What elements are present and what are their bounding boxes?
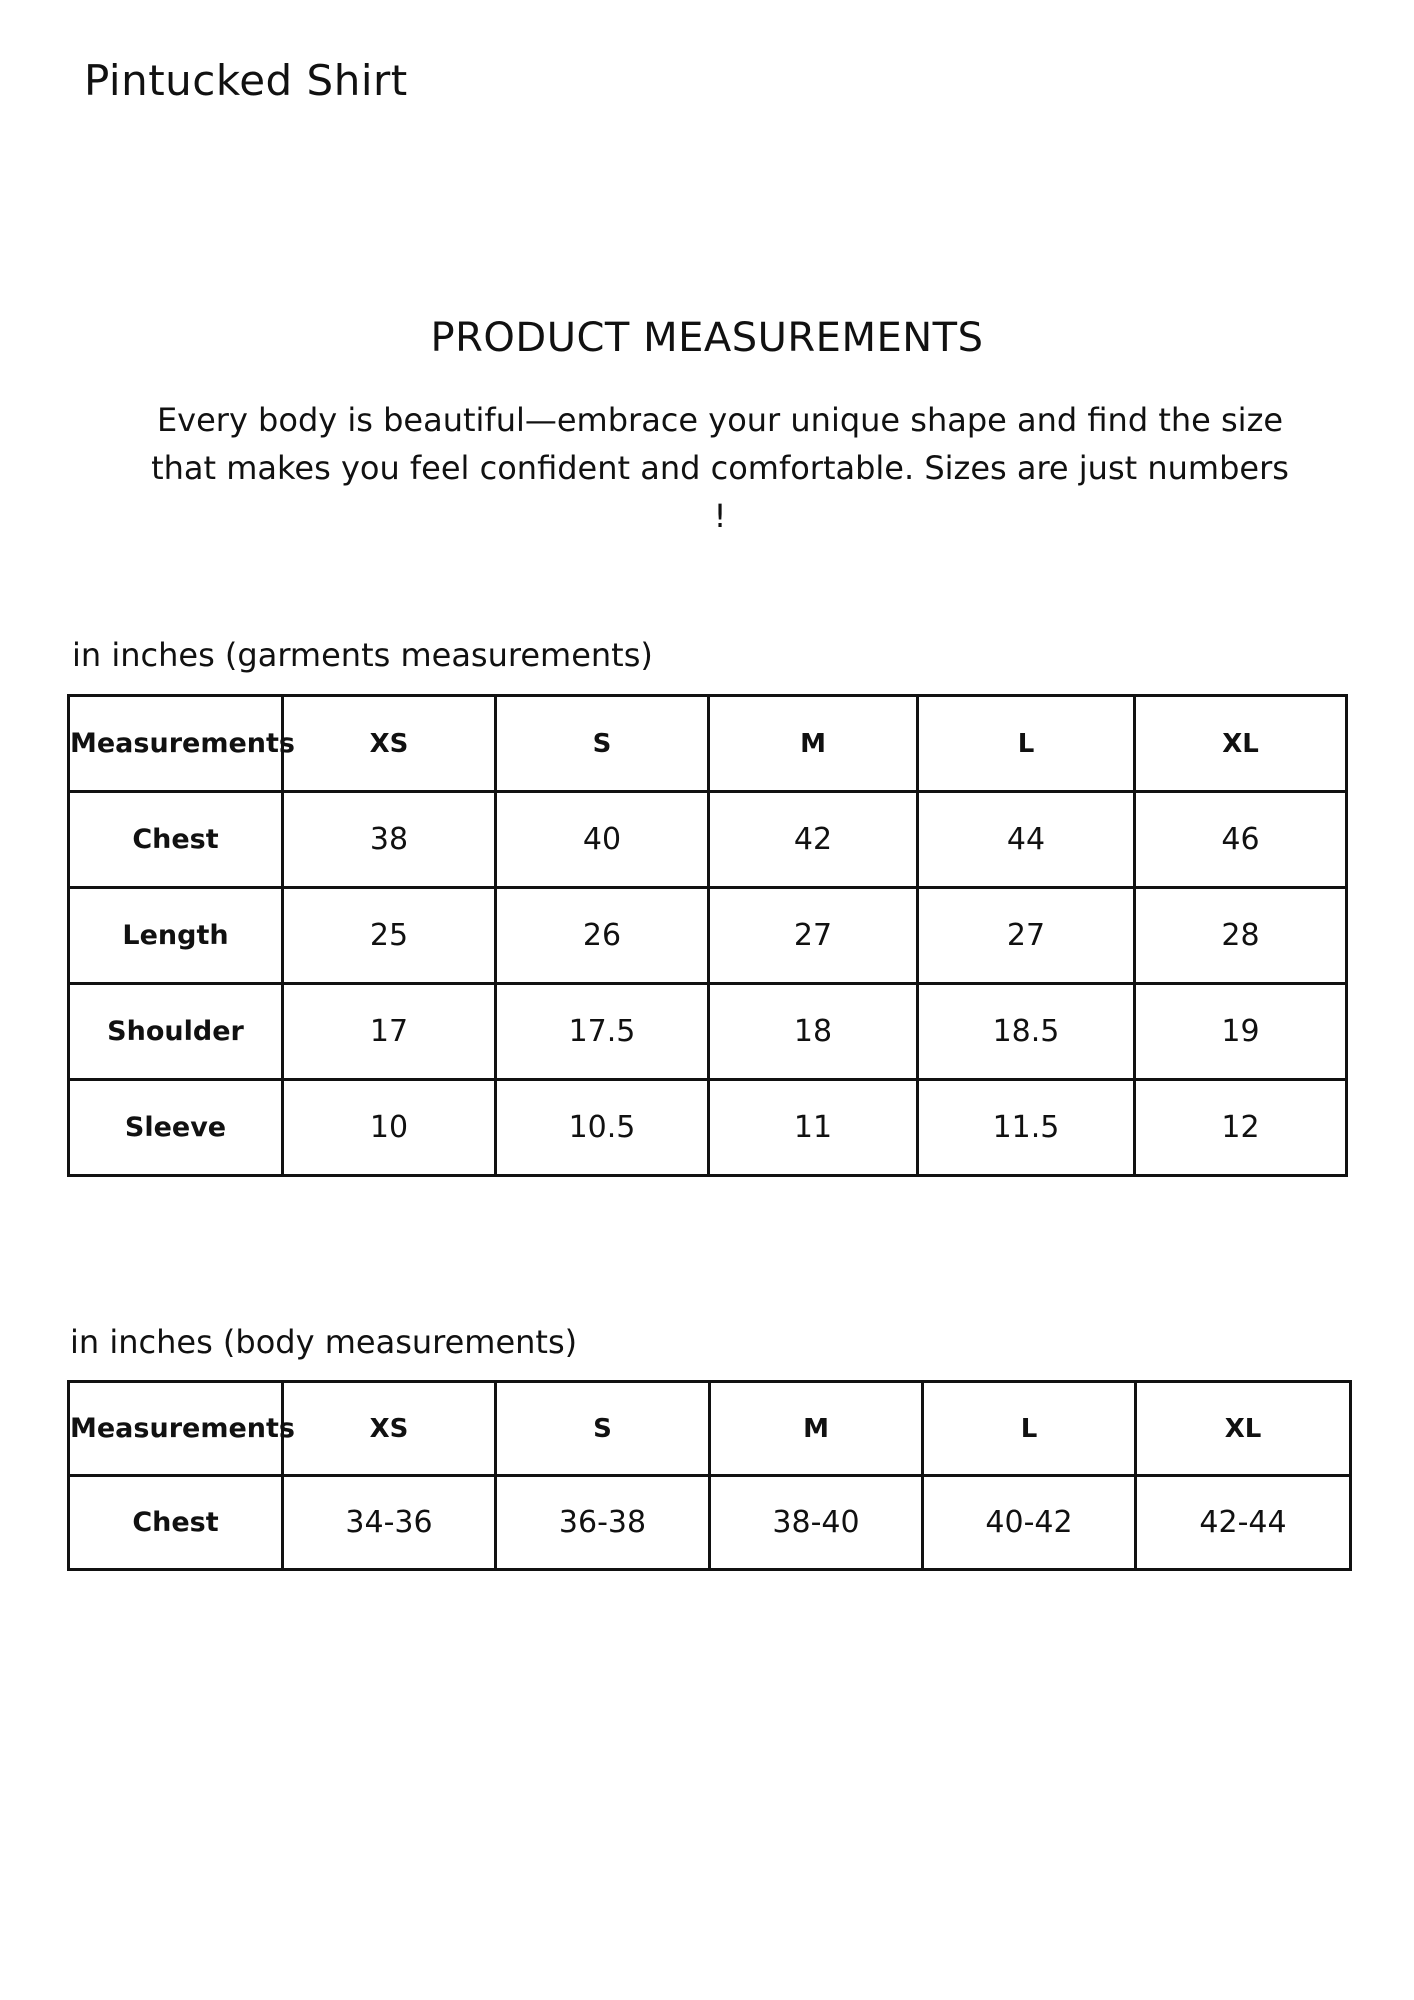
table-header-row — [69, 696, 1347, 792]
table-row — [69, 792, 1347, 888]
table-header-row — [69, 1382, 1351, 1476]
garment-table-caption: in inches (garments measurements) — [72, 636, 653, 674]
table-cell: 38 — [283, 792, 496, 888]
table-cell: 25 — [283, 888, 496, 984]
table-cell: 12 — [1135, 1080, 1347, 1176]
table-cell: 10 — [283, 1080, 496, 1176]
page-heading: PRODUCT MEASUREMENTS — [430, 315, 984, 361]
table-cell: 11.5 — [918, 1080, 1135, 1176]
row-label-shoulder: Shoulder — [69, 984, 283, 1080]
table-cell: 46 — [1135, 792, 1347, 888]
table-cell: 18 — [709, 984, 918, 1080]
table-cell: 36-38 — [496, 1476, 710, 1570]
table-cell: 38-40 — [710, 1476, 923, 1570]
column-header-l: L — [918, 696, 1135, 792]
column-header-s: S — [496, 1382, 710, 1476]
table-cell: 18.5 — [918, 984, 1135, 1080]
column-header-m: M — [709, 696, 918, 792]
garment-measurements-table — [67, 694, 1348, 1177]
row-label-chest: Chest — [69, 1476, 283, 1570]
column-header-s: S — [496, 696, 709, 792]
table-cell: 10.5 — [496, 1080, 709, 1176]
table-cell: 44 — [918, 792, 1135, 888]
table-cell: 40-42 — [923, 1476, 1136, 1570]
column-header-l: L — [923, 1382, 1136, 1476]
table-cell: 28 — [1135, 888, 1347, 984]
table-cell: 17 — [283, 984, 496, 1080]
body-table-caption: in inches (body measurements) — [70, 1323, 578, 1361]
table-row — [69, 1080, 1347, 1176]
column-header-measurements: Measurements — [69, 1382, 283, 1476]
table-cell: 42 — [709, 792, 918, 888]
table-cell: 27 — [709, 888, 918, 984]
column-header-xs: XS — [283, 696, 496, 792]
row-label-chest: Chest — [69, 792, 283, 888]
table-cell: 27 — [918, 888, 1135, 984]
tagline: Every body is beautiful—embrace your unique shape and find the size that makes you feel confident and comfortable. Sizes are just numbers ! — [151, 401, 1289, 535]
column-header-xl: XL — [1136, 1382, 1351, 1476]
column-header-measurements: Measurements — [69, 696, 283, 792]
table-cell: 34-36 — [283, 1476, 496, 1570]
table-row — [69, 984, 1347, 1080]
row-label-length: Length — [69, 888, 283, 984]
table-cell: 26 — [496, 888, 709, 984]
column-header-xl: XL — [1135, 696, 1347, 792]
body-measurements-table — [67, 1380, 1352, 1571]
table-cell: 42-44 — [1136, 1476, 1351, 1570]
column-header-xs: XS — [283, 1382, 496, 1476]
product-name: Pintucked Shirt — [84, 56, 408, 105]
table-cell: 11 — [709, 1080, 918, 1176]
table-cell: 40 — [496, 792, 709, 888]
table-row — [69, 888, 1347, 984]
row-label-sleeve: Sleeve — [69, 1080, 283, 1176]
column-header-m: M — [710, 1382, 923, 1476]
table-cell: 17.5 — [496, 984, 709, 1080]
table-row — [69, 1476, 1351, 1570]
table-cell: 19 — [1135, 984, 1347, 1080]
